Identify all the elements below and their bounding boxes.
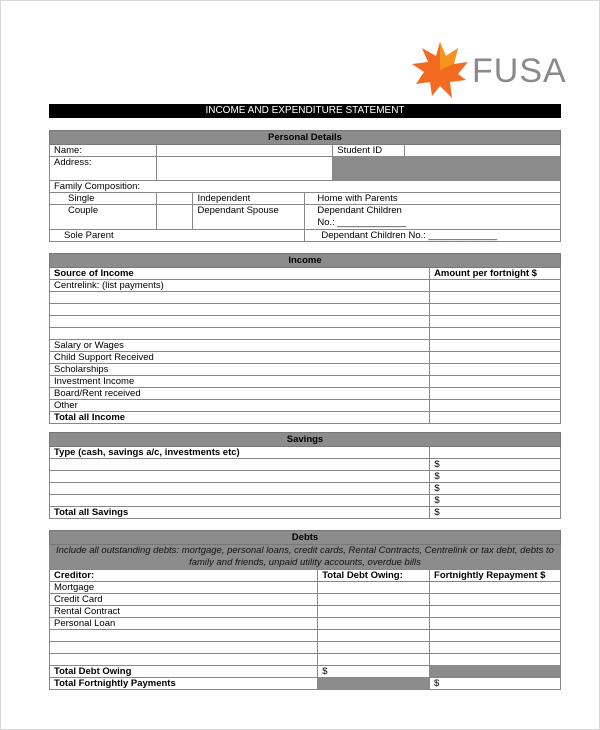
address-field[interactable] — [156, 157, 333, 181]
income-amount-cell[interactable] — [430, 304, 561, 316]
income-amount-column-header: Amount per fortnight $ — [430, 268, 561, 280]
income-row-label: Child Support Received — [50, 352, 430, 364]
debt-owing-cell[interactable] — [318, 594, 430, 606]
income-amount-cell[interactable] — [430, 292, 561, 304]
debt-owing-cell[interactable] — [318, 630, 430, 642]
income-amount-cell[interactable] — [430, 400, 561, 412]
student-id-label: Student ID — [333, 145, 405, 157]
total-debt-owing-cell[interactable]: $ — [318, 666, 430, 678]
address-label: Address: — [50, 157, 157, 181]
income-row-label: Scholarships — [50, 364, 430, 376]
debt-repayment-cell[interactable] — [430, 606, 561, 618]
savings-amount-cell[interactable]: $ — [430, 471, 561, 483]
debt-owing-cell[interactable] — [318, 618, 430, 630]
brand-name: FUSA — [472, 52, 567, 90]
debt-row-label[interactable] — [50, 630, 318, 642]
savings-row-field[interactable] — [50, 459, 430, 471]
savings-amount-cell[interactable]: $ — [430, 483, 561, 495]
debt-repayment-cell[interactable] — [430, 642, 561, 654]
income-row-label: Investment Income — [50, 376, 430, 388]
savings-table — [49, 432, 561, 519]
total-fortnightly-payments-label: Total Fortnightly Payments — [50, 678, 318, 690]
debt-row-label: Personal Loan — [50, 618, 318, 630]
personal-details-header: Personal Details — [50, 131, 561, 145]
income-row-label: Salary or Wages — [50, 340, 430, 352]
total-fortnightly-payments-cell[interactable]: $ — [430, 678, 561, 690]
debt-row-label[interactable] — [50, 654, 318, 666]
savings-total-label: Total all Savings — [50, 507, 430, 519]
savings-total-cell[interactable]: $ — [430, 507, 561, 519]
debts-note: Include all outstanding debts: mortgage, personal loans, credit cards, Rental Contracts, Centrelink or tax debt, debts to family and friends, unpaid utility accounts, overdue bills — [50, 545, 561, 570]
total-debt-owing-label: Total Debt Owing — [50, 666, 318, 678]
family-composition-label: Family Composition: — [50, 181, 561, 193]
name-label: Name: — [50, 145, 157, 157]
debt-owing-cell[interactable] — [318, 606, 430, 618]
debts-header: Debts — [50, 531, 561, 545]
income-amount-cell[interactable] — [430, 340, 561, 352]
savings-amount-cell[interactable]: $ — [430, 495, 561, 507]
debt-row-label: Rental Contract — [50, 606, 318, 618]
income-header: Income — [50, 254, 561, 268]
debt-owing-cell[interactable] — [318, 642, 430, 654]
income-total-cell[interactable] — [430, 412, 561, 424]
savings-header: Savings — [50, 433, 561, 447]
total-fortnightly-shaded-cell — [318, 678, 430, 690]
income-source-column-header: Source of Income — [50, 268, 430, 280]
independent-option[interactable]: Independent — [193, 193, 305, 205]
debts-table — [49, 530, 561, 690]
income-row-label: Other — [50, 400, 430, 412]
debt-row-label: Mortgage — [50, 582, 318, 594]
income-row-label[interactable] — [50, 328, 430, 340]
personal-details-table — [49, 130, 561, 242]
couple-option[interactable]: Couple — [50, 205, 157, 230]
dependant-children-number[interactable]: No.: _____________ — [317, 217, 407, 228]
dependant-spouse-option[interactable]: Dependant Spouse — [193, 205, 305, 230]
creditor-column-header: Creditor: — [50, 570, 318, 582]
income-total-label: Total all Income — [50, 412, 430, 424]
fortnightly-repayment-column-header: Fortnightly Repayment $ — [430, 570, 561, 582]
page-title: INCOME AND EXPENDITURE STATEMENT — [49, 104, 561, 118]
sole-parent-option[interactable]: Sole Parent — [50, 230, 305, 242]
sole-parent-children-number[interactable]: Dependant Children No.: _____________ — [305, 230, 561, 242]
income-amount-cell[interactable] — [430, 352, 561, 364]
income-row-label[interactable] — [50, 316, 430, 328]
dependant-children-option[interactable]: Dependant Children — [317, 205, 402, 216]
savings-amount-cell[interactable]: $ — [430, 459, 561, 471]
debt-repayment-cell[interactable] — [430, 594, 561, 606]
student-id-field[interactable] — [405, 145, 561, 157]
debt-repayment-cell[interactable] — [430, 618, 561, 630]
income-row-label: Centrelink: (list payments) — [50, 280, 430, 292]
single-option[interactable]: Single — [50, 193, 157, 205]
address-shaded-cell — [333, 157, 561, 181]
income-amount-cell[interactable] — [430, 280, 561, 292]
income-row-label: Board/Rent received — [50, 388, 430, 400]
total-debt-owing-column-header: Total Debt Owing: — [318, 570, 430, 582]
savings-type-column-header: Type (cash, savings a/c, investments etc) — [50, 447, 430, 459]
debt-repayment-cell[interactable] — [430, 582, 561, 594]
home-with-parents-option[interactable]: Home with Parents — [305, 193, 561, 205]
income-amount-cell[interactable] — [430, 364, 561, 376]
income-amount-cell[interactable] — [430, 388, 561, 400]
debt-repayment-cell[interactable] — [430, 630, 561, 642]
savings-row-field[interactable] — [50, 495, 430, 507]
name-field[interactable] — [156, 145, 333, 157]
income-row-label[interactable] — [50, 304, 430, 316]
income-amount-cell[interactable] — [430, 376, 561, 388]
savings-row-field[interactable] — [50, 483, 430, 495]
income-row-label[interactable] — [50, 292, 430, 304]
income-amount-cell[interactable] — [430, 316, 561, 328]
debt-owing-cell[interactable] — [318, 582, 430, 594]
total-debt-shaded-cell — [430, 666, 561, 678]
savings-row-field[interactable] — [50, 471, 430, 483]
income-amount-cell[interactable] — [430, 328, 561, 340]
debt-repayment-cell[interactable] — [430, 654, 561, 666]
debt-row-label: Credit Card — [50, 594, 318, 606]
debt-row-label[interactable] — [50, 642, 318, 654]
debt-owing-cell[interactable] — [318, 654, 430, 666]
income-table — [49, 253, 561, 424]
